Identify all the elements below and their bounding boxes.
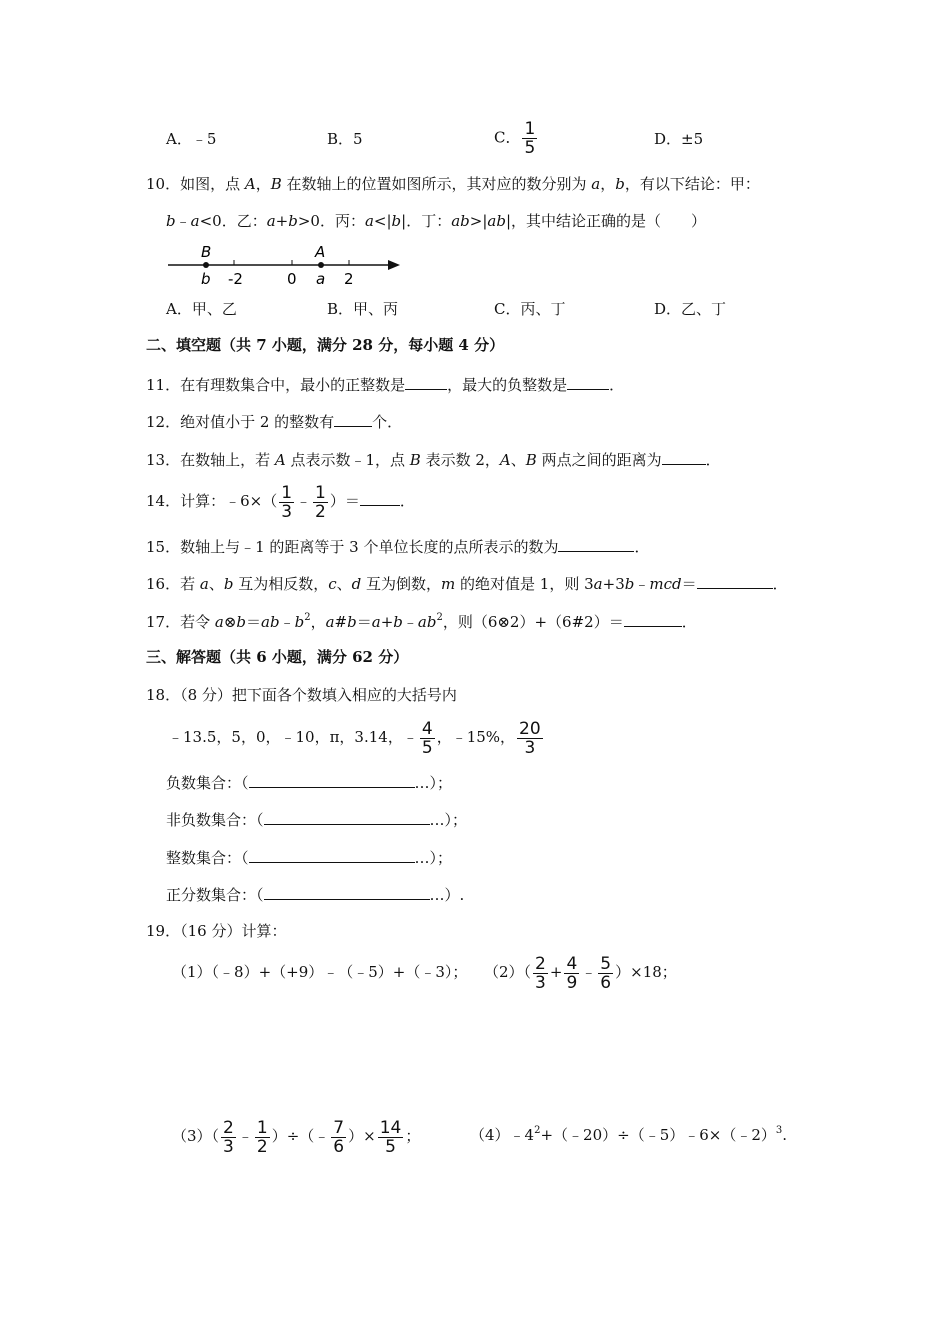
point-a-marker	[318, 262, 324, 268]
q18-set-negative: 负数集合：（ …）；	[166, 771, 452, 793]
q9-option-c-label: C．	[494, 128, 521, 147]
answer-blank	[360, 489, 400, 506]
q18-set-positive-fraction: 正分数集合：（ …）.	[166, 883, 464, 905]
q19-part4: $(4)﹣4^2+(﹣20)\div(﹣5)﹣6\times(﹣2)^3$.	[470, 1125, 788, 1144]
tick-label-2: 2	[344, 270, 354, 288]
fraction: $\frac{14}{5}$	[379, 1117, 402, 1157]
answer-blank	[567, 373, 609, 390]
q10-option-b: B．甲、丙	[327, 300, 399, 318]
q18-title: 18．（8 分）把下面各个数填入相应的大括号内	[146, 686, 457, 704]
fraction: $\frac{1}{3}$	[281, 482, 293, 522]
tick-label-minus-2: -2	[228, 270, 243, 288]
section-2-heading: 二、填空题（共 7 小题，满分 28 分，每小题 4 分）	[146, 336, 505, 354]
q9-option-a: A．﹣5	[166, 130, 217, 148]
point-b-marker	[203, 262, 209, 268]
answer-blank	[624, 610, 682, 627]
tick-label-0: 0	[287, 270, 297, 288]
label-b: b	[201, 270, 211, 288]
q18-set-integer: 整数集合：（ …）；	[166, 846, 452, 868]
q19-part3: （3）（ $\frac{2}{3}$ ﹣ $\frac{1}{2}$ ）÷（﹣ $\frac{7}{6}$ ）× $\frac{14}{5}$ ；	[172, 1117, 421, 1157]
fraction: $\frac{4}{5}$	[421, 718, 433, 758]
fraction: $\frac{1}{5}$	[524, 119, 536, 158]
q19-part2: （2）（ $\frac{2}{3}$ + $\frac{4}{9}$ ﹣ $\frac{5}{6}$ ）×18；	[484, 953, 677, 993]
answer-blank	[249, 771, 415, 788]
answer-blank	[249, 846, 415, 863]
fraction: $\frac{4}{9}$	[566, 953, 578, 993]
arrow-right-icon	[388, 260, 400, 270]
answer-blank	[697, 572, 773, 589]
answer-blank	[334, 410, 372, 427]
q9-option-b: B．5	[327, 130, 363, 148]
q19-title: 19．（16 分）计算：	[146, 922, 287, 940]
q18-numbers: ﹣13.5，5，0，﹣10，π，3.14，﹣ $\frac{4}{5}$ ，﹣15%， $\frac{20}{3}$	[168, 718, 541, 758]
answer-blank	[662, 448, 706, 465]
q15: 15．数轴上与﹣1 的距离等于 3 个单位长度的点所表示的数为 ．	[146, 535, 650, 557]
q19-part1: （1）（﹣8）+（+9）﹣（﹣5）+（﹣3）；	[172, 963, 468, 981]
q14: 14．计算：﹣6×（ $\frac{1}{3}$ ﹣ $\frac{1}{2}$ ）＝ ．	[146, 482, 415, 522]
fraction: $\frac{7}{6}$	[333, 1117, 345, 1157]
q12: 12．绝对值小于 2 的整数有 个．	[146, 410, 402, 432]
fraction: $\frac{1}{2}$	[315, 482, 326, 522]
q11: 11．在有理数集合中，最小的正整数是 ，最大的负整数是 ．	[146, 373, 624, 395]
number-line-figure	[166, 240, 406, 290]
section-3-heading: 三、解答题（共 6 小题，满分 62 分）	[146, 648, 409, 666]
answer-blank	[264, 883, 430, 900]
fraction: $\frac{5}{6}$	[600, 953, 612, 993]
fraction: $\frac{2}{3}$	[223, 1117, 234, 1157]
fraction: $\frac{20}{3}$	[519, 718, 541, 758]
q10-option-c: C．丙、丁	[494, 300, 566, 318]
answer-blank	[405, 373, 447, 390]
fraction: $\frac{2}{3}$	[535, 953, 546, 993]
fraction: $\frac{1}{2}$	[256, 1117, 268, 1157]
q9-option-d: D．±5	[654, 130, 704, 148]
q17: 17．若令 $a\otimes b=ab﹣b^2$，$a\#b=a+b﹣ab^2$，则（6⊗2）+（6#2）＝ ．	[146, 612, 697, 631]
q10-line1: 10．如图，点 A，B 在数轴上的位置如图所示，其对应的数分别为 a，b，有以下结论：甲：	[146, 175, 760, 193]
q10-option-a: A．甲、乙	[166, 300, 237, 318]
answer-blank	[558, 535, 634, 552]
q9-option-c	[494, 120, 539, 157]
q18-set-nonnegative: 非负数集合：（ …）；	[166, 808, 467, 830]
q16: 16．若 a、b 互为相反数，c、d 互为倒数，m 的绝对值是 1，则 3a+3b﹣mcd＝ ．	[146, 572, 788, 594]
q10-option-d: D．乙、丁	[654, 300, 727, 318]
answer-blank	[264, 808, 430, 825]
q13: 13．在数轴上，若 A 点表示数﹣1，点 B 表示数 2，A、B 两点之间的距离为 ．	[146, 448, 721, 470]
label-a: a	[316, 270, 326, 288]
q10-line2: b﹣a<0．乙：a+b>0．丙：a<|b|．丁：ab>|ab|，其中结论正确的是（ ）	[166, 212, 706, 230]
label-B: B	[201, 243, 212, 261]
label-A: A	[315, 243, 326, 261]
